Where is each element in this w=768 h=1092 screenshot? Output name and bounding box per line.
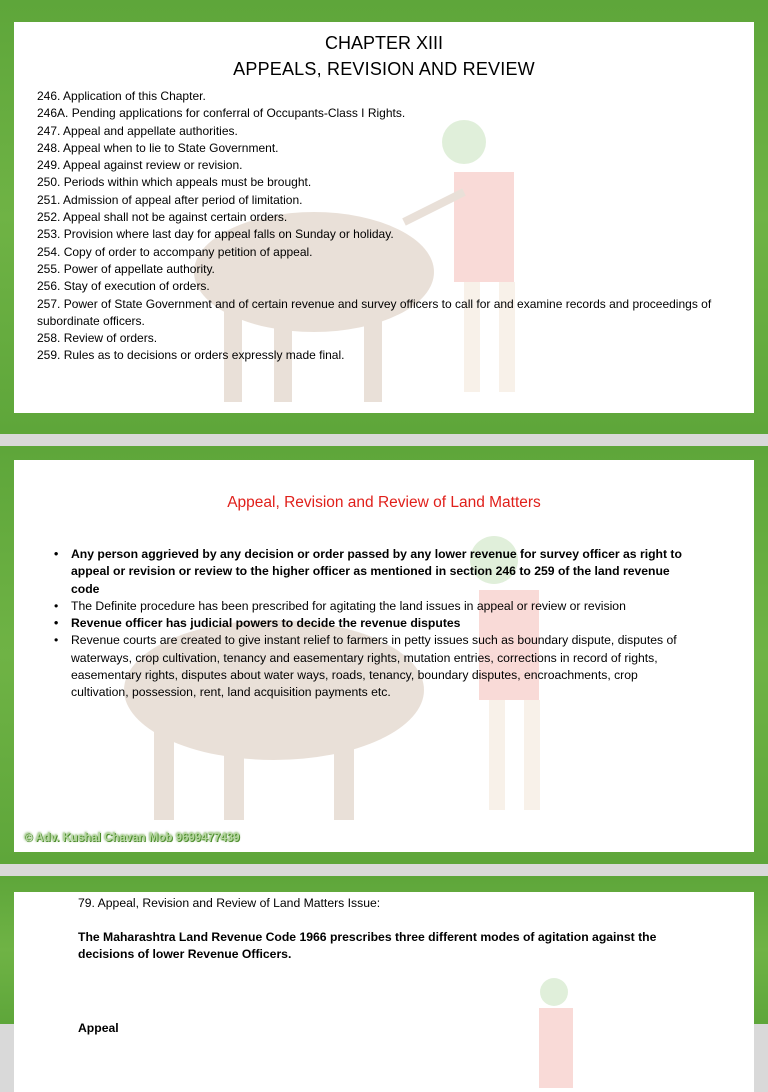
list-item: 255. Power of appellate authority.: [37, 261, 215, 276]
slide-3: [0, 876, 768, 1035]
farmer-plough-watermark: [494, 972, 614, 1092]
list-item: • Any person aggrieved by any decision or order passed by any lower revenue for survey officer as right to appeal or revision or review to the higher officer as mentioned in section 246 to 259 of the land revenue code: [54, 546, 694, 598]
list-item: 259. Rules as to decisions or orders expressly made final.: [37, 348, 345, 363]
slide-heading: Appeal, Revision and Review of Land Matters: [227, 494, 541, 511]
slide-1-panel: [14, 22, 754, 413]
list-item: • Revenue officer has judicial powers to decide the revenue disputes: [54, 615, 694, 632]
list-item: 246. Application of this Chapter.: [37, 89, 206, 103]
copyright-credit: © Adv. Kushal Chavan Mob 9699477439: [24, 832, 240, 844]
slide-1: [0, 0, 768, 434]
list-item: 247. Appeal and appellate authorities.: [37, 123, 238, 138]
list-item: 256. Stay of execution of orders.: [37, 279, 210, 294]
list-item: 253. Provision where last day for appeal falls on Sunday or holiday.: [37, 227, 394, 242]
list-item: • The Definite procedure has been prescribed for agitating the land issues in appeal or review or revision: [54, 598, 694, 615]
list-item: • Revenue courts are created to give instant relief to farmers in petty issues such as boundary dispute, disputes of waterways, crop cultivation, tenancy and easementary rights, mutation entries, corrections in record of rights, easementary rights, disputes about water ways, roads, tenancy, boundary disputes, encroachments, crop cultivation, possession, rent, land acquisition payments etc.: [54, 632, 694, 701]
slide-2: [0, 446, 768, 864]
chapter-subtitle: APPEALS, REVISION AND REVIEW: [233, 59, 535, 79]
list-item: 250. Periods within which appeals must be brought.: [37, 175, 312, 190]
slide-3-panel: [14, 892, 754, 1092]
bullet-list: [54, 546, 694, 702]
list-item: 252. Appeal shall not be against certain orders.: [37, 210, 288, 225]
chapter-title: CHAPTER XIII: [324, 33, 444, 53]
paragraph: The Maharashtra Land Revenue Code 1966 prescribes three different modes of agitation against the decisions of lower Revenue Officers.: [78, 930, 657, 961]
list-item: 257. Power of State Government and of certain revenue and survey officers to call for and examine records and proceedings of subordinate officers.: [37, 296, 712, 328]
list-item: 251. Admission of appeal after period of limitation.: [37, 192, 303, 207]
list-item: 249. Appeal against review or revision.: [37, 158, 243, 173]
subheading: Appeal: [78, 1021, 119, 1035]
section-list: [37, 88, 717, 365]
list-item: 248. Appeal when to lie to State Government.: [37, 140, 279, 155]
list-item: 254. Copy of order to accompany petition of appeal.: [37, 244, 313, 259]
slide-2-panel: [14, 460, 754, 852]
section-heading: 79. Appeal, Revision and Review of Land Matters Issue:: [78, 896, 381, 910]
list-item: 246A. Pending applications for conferral of Occupants-Class I Rights.: [37, 106, 406, 121]
list-item: 258. Review of orders.: [37, 331, 158, 346]
